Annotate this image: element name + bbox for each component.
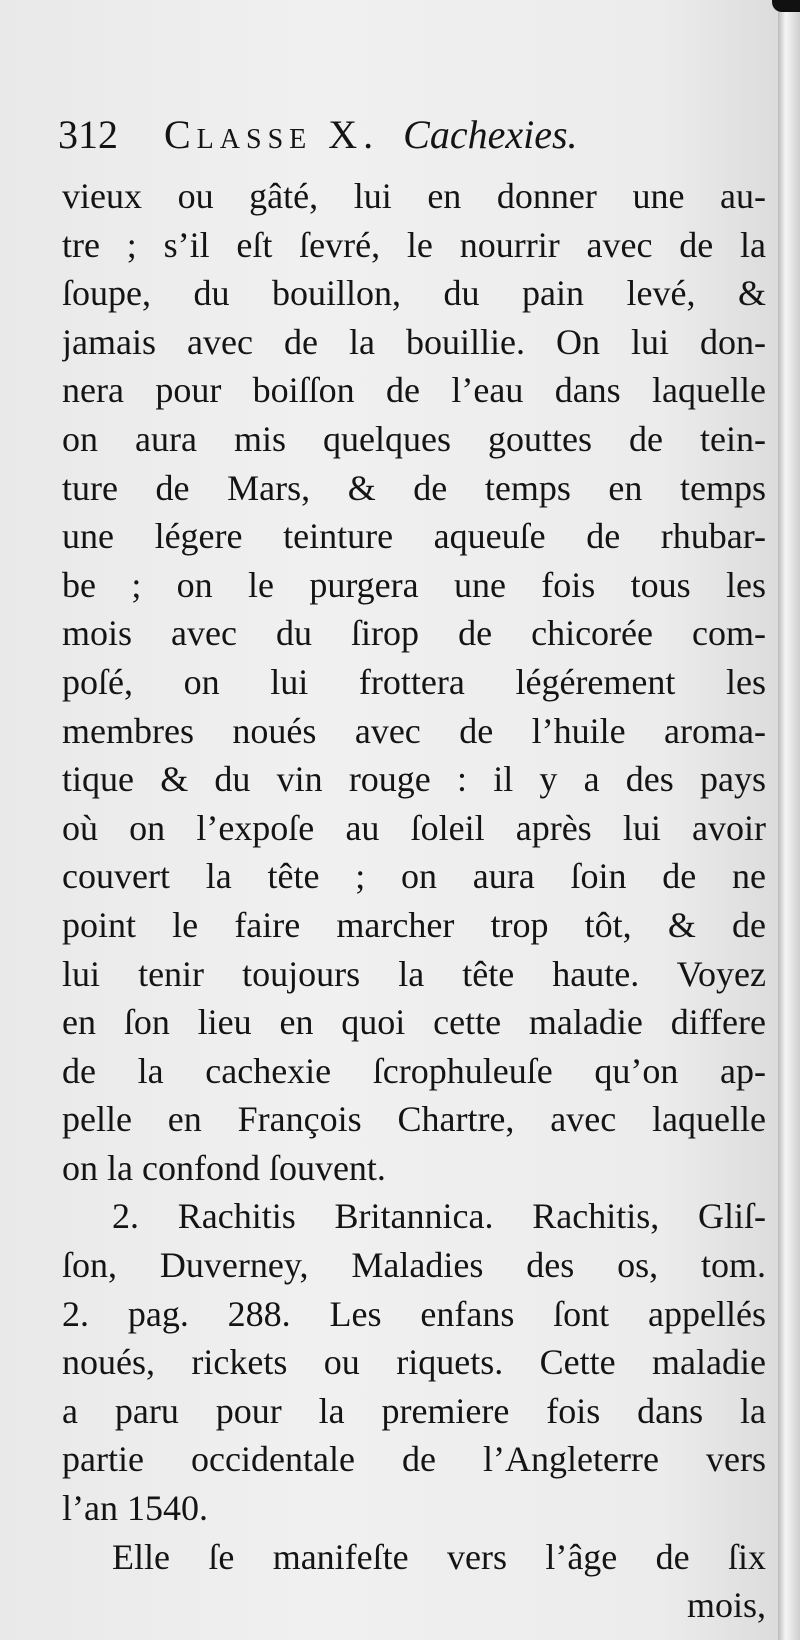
header-classe: Classe X. [164,112,380,157]
header-topic: Cachexies. [403,112,578,157]
text-line: ſoupe, du bouillon, du pain levé, & [62,273,766,314]
text-line: Elle ſe manifeſte vers l’âge de ſix [112,1536,766,1577]
text-line: 2. Rachitis Britannica. Rachitis, Gliſ- [112,1196,766,1237]
running-header [58,105,748,165]
text-line: tique & du vin rouge : il y a des pays [62,759,766,800]
text-line: jamais avec de la bouillie. On lui don- [62,321,766,362]
text-line: noués, rickets ou riquets. Cette maladie [62,1342,766,1383]
scan-shadow [772,0,800,12]
page-number: 312 [58,112,118,157]
text-line: poſé, on lui frottera légérement les [62,661,766,702]
text-line: couvert la tête ; on aura ſoin de ne [62,856,766,897]
body-text [62,172,766,1630]
text-line: ture de Mars, & de temps en temps [62,467,766,508]
text-line: de la cachexie ſcrophuleuſe qu’on ap- [62,1050,766,1091]
text-line: mois avec du ſirop de chicorée com- [62,613,766,654]
text-line: on aura mis quelques gouttes de tein- [62,418,766,459]
text-line: nera pour boiſſon de l’eau dans laquelle [62,370,766,411]
text-line: membres noués avec de l’huile aroma- [62,710,766,751]
page-edge [778,0,800,1640]
text-line: ſon, Duverney, Maladies des os, tom. [62,1245,766,1286]
catchword: mois, [686,1585,766,1626]
text-line: 2. pag. 288. Les enfans ſont appellés [62,1293,766,1334]
text-line: vieux ou gâté, lui en donner une au- [62,176,766,216]
text-line: point le faire marcher trop tôt, & de [62,904,766,945]
text-line: partie occidentale de l’Angleterre vers [62,1439,766,1480]
text-line: be ; on le purgera une fois tous les [62,564,766,605]
text-line: pelle en François Chartre, avec laquelle [62,1099,766,1140]
text-line: lui tenir toujours la tête haute. Voyez [62,953,766,994]
text-line: a paru pour la premiere fois dans la [62,1390,766,1431]
text-line: une légere teinture aqueuſe de rhubar- [62,516,766,557]
text-line: où on l’expoſe au ſoleil après lui avoir [62,807,766,848]
text-line: on la confond ſouvent. [62,1147,386,1188]
text-line: en ſon lieu en quoi cette maladie differe [62,1002,766,1043]
text-line: tre ; s’il eſt ſevré, le nourrir avec de la [62,224,766,265]
text-line: l’an 1540. [62,1488,208,1529]
